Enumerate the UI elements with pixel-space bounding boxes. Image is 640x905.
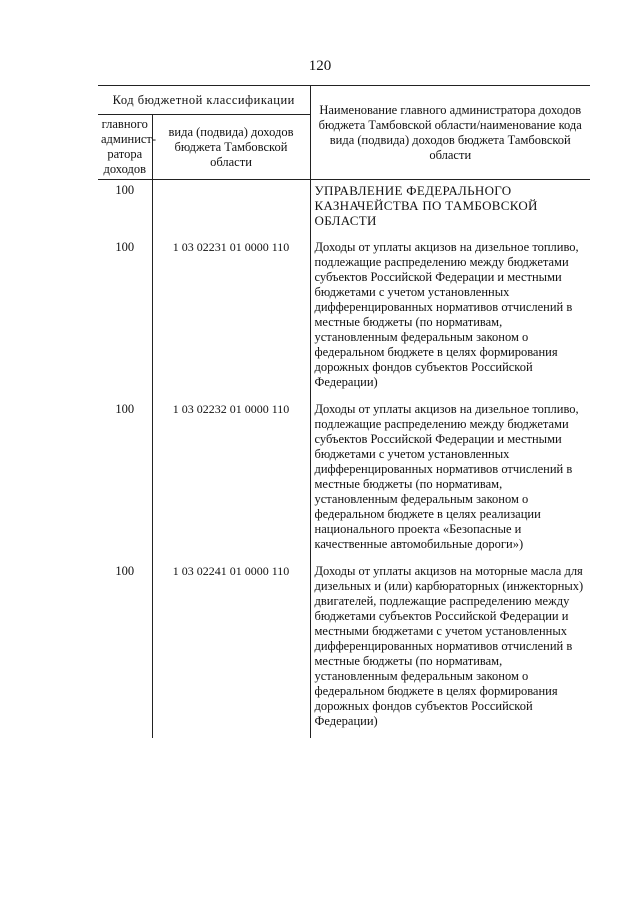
- revenue-code-cell: 1 03 02231 01 0000 110: [152, 237, 310, 399]
- agency-name-cell: УПРАВЛЕНИЕ ФЕДЕРАЛЬНОГО КАЗНАЧЕЙСТВА ПО ТАМБОВСКОЙ ОБЛАСТИ: [310, 180, 590, 238]
- revenue-code-cell: [152, 180, 310, 238]
- budget-classification-table: [98, 85, 590, 738]
- table-header: [98, 86, 590, 180]
- revenue-code-cell: 1 03 02241 01 0000 110: [152, 561, 310, 738]
- table-row: [98, 399, 590, 561]
- header-chief-administrator: главного админист-ратора доходов: [98, 115, 152, 180]
- table-row: [98, 237, 590, 399]
- revenue-name-cell: Доходы от уплаты акцизов на моторные масла для дизельных и (или) карбюраторных (инжекторных) двигателей, подлежащие распределению между бюджетами субъектов Российской Федерации и местными бюджетами с учетом установленных дифференцированных нормативов отчислений в местные бюджеты (по нормативам, установленным федеральным законом о федеральном бюджете в целях формирования дорожных фондов субъектов Российской Федерации): [310, 561, 590, 738]
- page-number: 120: [308, 58, 332, 74]
- header-budget-classification-code: Код бюджетной классификации: [98, 86, 310, 115]
- revenue-name-cell: Доходы от уплаты акцизов на дизельное топливо, подлежащие распределению между бюджетами субъектов Российской Федерации и местными бюджетами с учетом установленных дифференцированных нормативов отчислений в местные бюджеты (по нормативам, установленным федеральным законом о федеральном бюджете в целях формирования дорожных фондов субъектов Российской Федерации): [310, 237, 590, 399]
- table-row: [98, 180, 590, 238]
- admin-code-cell: 100: [115, 240, 135, 254]
- admin-code-cell: 100: [115, 402, 135, 416]
- admin-code-cell: 100: [115, 564, 135, 578]
- revenue-name-cell: Доходы от уплаты акцизов на дизельное топливо, подлежащие распределению между бюджетами субъектов Российской Федерации и местными бюджетами с учетом установленных дифференцированных нормативов отчислений в местные бюджеты (по нормативам, установленным федеральным законом о федеральном бюджете в целях реализации национального проекта «Безопасные и качественные автомобильные дороги»): [310, 399, 590, 561]
- header-revenue-type-code: вида (подвида) доходов бюджета Тамбовской области: [152, 115, 310, 180]
- admin-code-cell: 100: [115, 183, 135, 197]
- revenue-code-cell: 1 03 02232 01 0000 110: [152, 399, 310, 561]
- table-row: [98, 561, 590, 738]
- header-administrator-name: Наименование главного администратора доходов бюджета Тамбовской области/наименование кода вида (подвида) доходов бюджета Тамбовской области: [310, 86, 590, 180]
